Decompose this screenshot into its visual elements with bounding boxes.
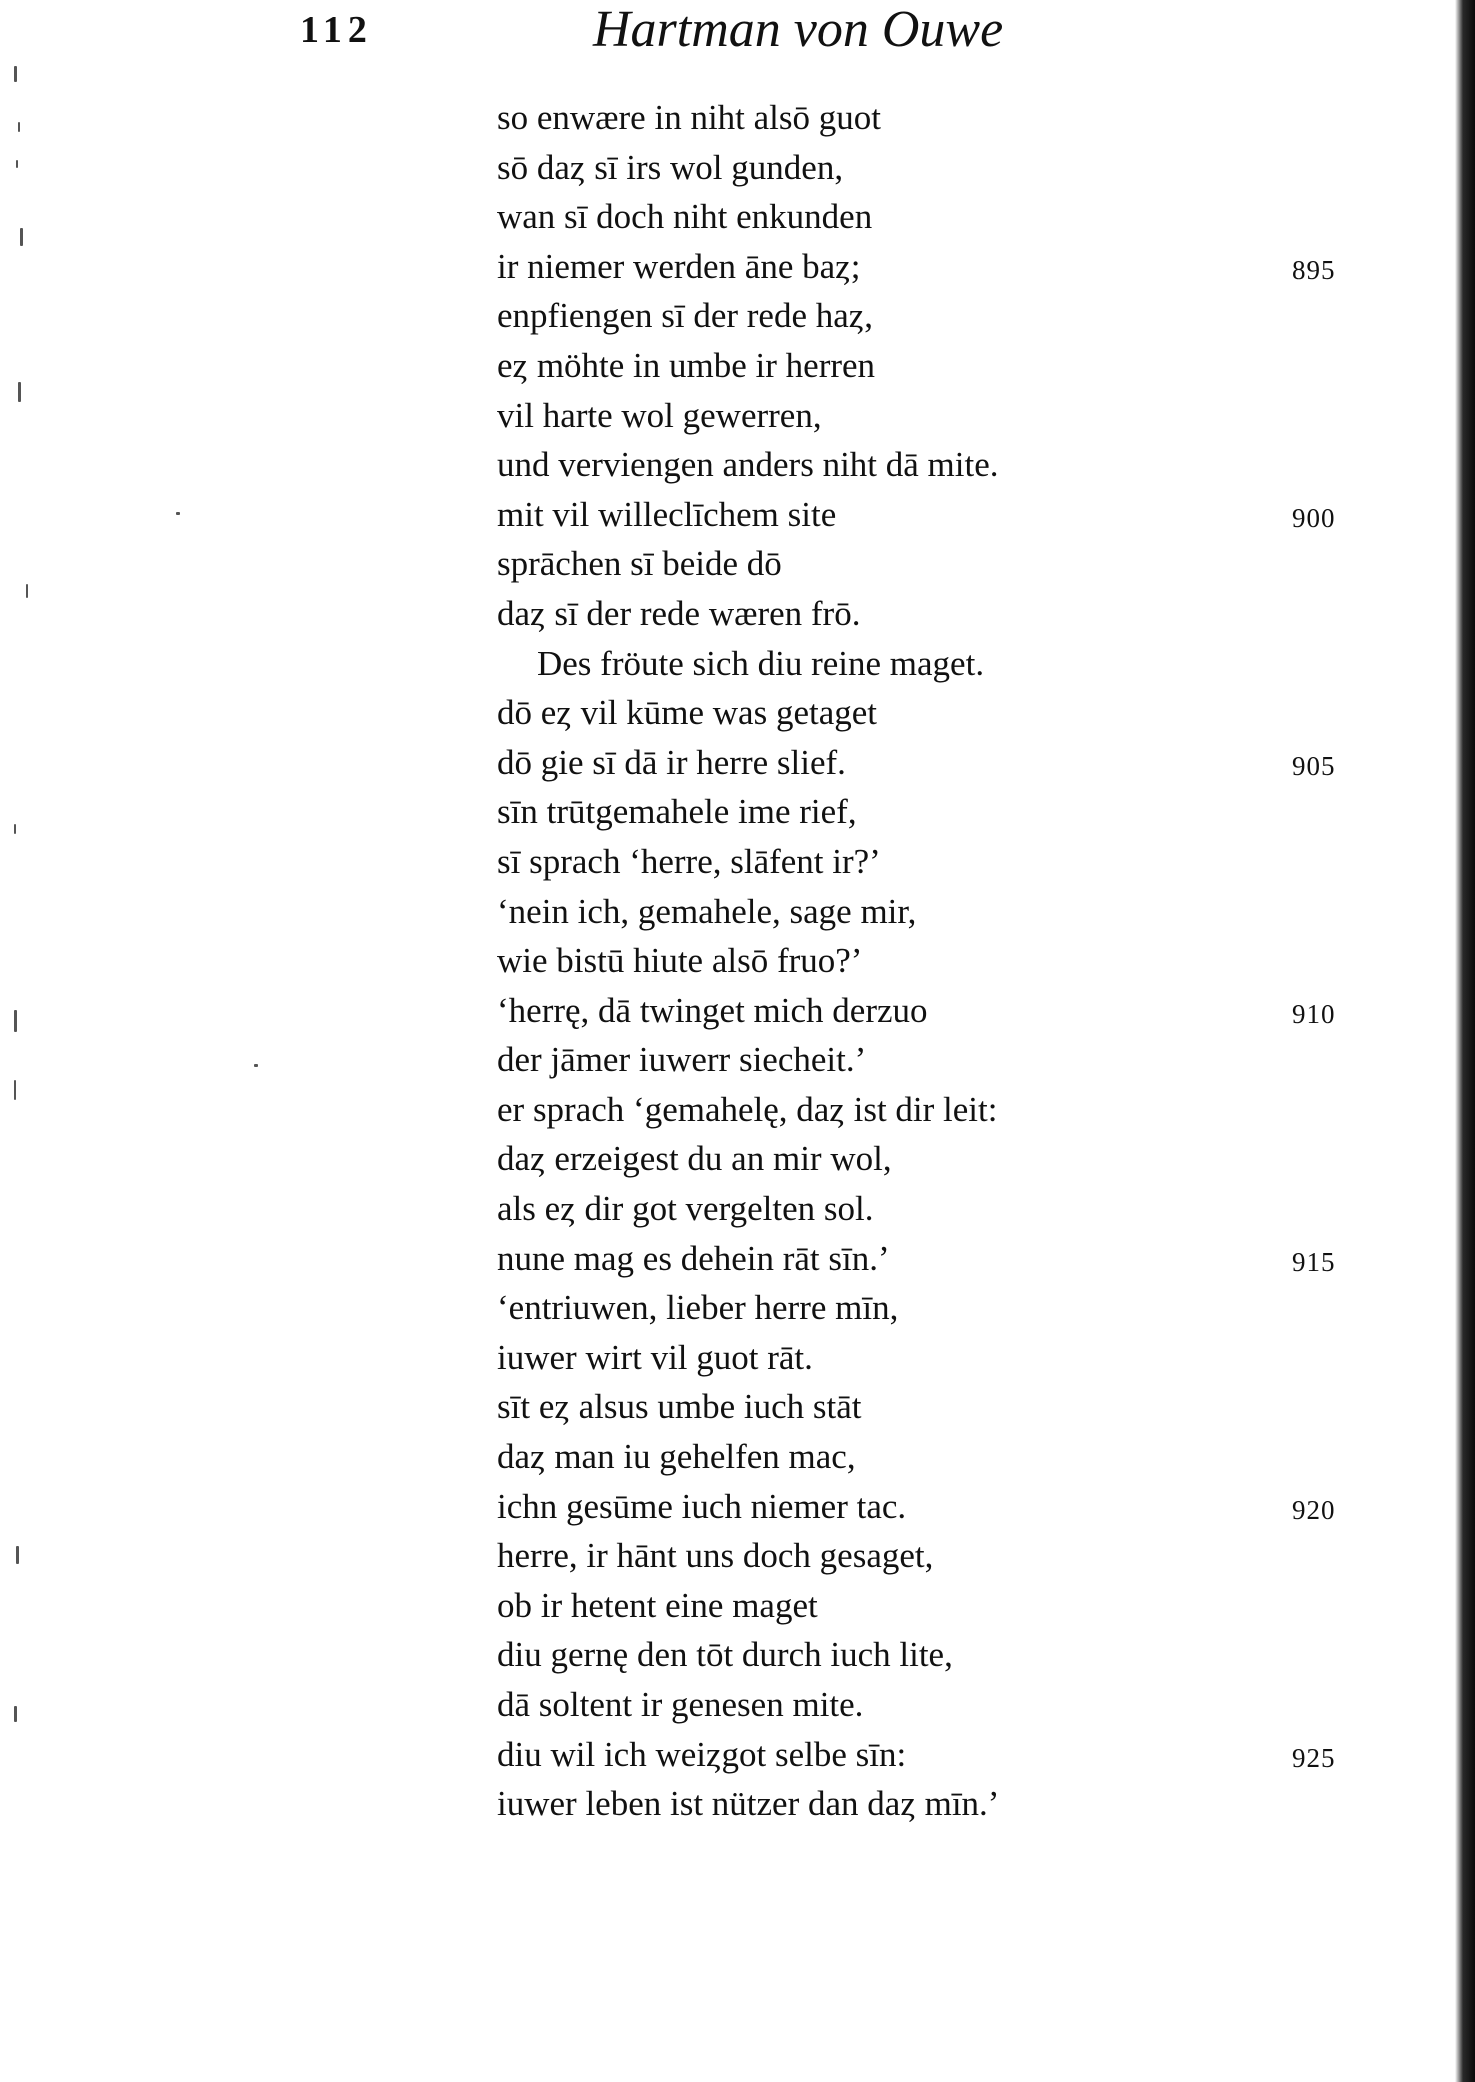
verse-line [497,1581,1377,1631]
scan-speck [14,1010,17,1032]
scan-speck [18,382,21,402]
verse-line [497,291,1377,341]
line-number: 910 [1292,998,1336,1029]
verse-line [497,1630,1377,1680]
page-header [0,0,1475,60]
verse-text: dō eȥ vil kūme was getaget [497,693,878,733]
line-number: 905 [1292,750,1336,781]
verse-block [497,93,1377,1829]
verse-text: dō gie sī dā ir herre slief. [497,742,846,782]
scan-speck [20,228,23,246]
scan-speck [18,122,20,132]
verse-line [497,887,1377,937]
scan-speck [176,512,180,515]
verse-text: ‘entriuwen, lieber herre mīn, [497,1288,899,1328]
verse-text: der jāmer iuwerr siecheit.’ [497,1040,867,1080]
verse-text: iuwer wirt vil guot rāt. [497,1337,813,1377]
verse-text: mit vil willeclīchem site [497,494,837,534]
verse-text: als eȥ dir got vergelten sol. [497,1189,874,1229]
page-number: 112 [300,9,373,51]
scan-speck [14,1080,16,1100]
line-number: 920 [1292,1494,1336,1525]
verse-text: und verviengen anders niht dā mite. [497,445,999,485]
verse-text: daȥ man iu gehelfen mac, [497,1437,856,1477]
verse-text: so enwære in niht alsō guot [497,98,881,137]
verse-line [497,936,1377,986]
running-title: Hartman von Ouwe [593,1,1004,58]
verse-text: sī sprach ‘herre, slāfent ir?’ [497,841,881,881]
verse-text: nune mag es dehein rāt sīn.’ [497,1238,890,1278]
verse-text: er sprach ‘gemahelę, daȥ ist dir leit: [497,1089,998,1129]
verse-text: sprāchen sī beide dō [497,544,782,584]
verse-line [497,738,1377,788]
verse-line [497,341,1377,391]
verse-text: ir niemer werden āne baȥ; [497,246,861,286]
verse-line [497,1730,1377,1780]
scan-speck [16,160,18,168]
verse-line [497,242,1377,292]
verse-line [497,639,1377,689]
verse-text: ‘nein ich, gemahele, sage mir, [497,891,917,931]
verse-text: daȥ sī der rede wæren frō. [497,593,861,633]
verse-text: sō daȥ sī irs wol gunden, [497,147,844,187]
verse-line [497,93,1377,143]
verse-line [497,1482,1377,1532]
verse-line [497,1283,1377,1333]
verse-text: vil harte wol gewerren, [497,395,822,435]
verse-text: sīt eȥ alsus umbe iuch stāt [497,1387,862,1427]
verse-text: herre, ir hānt uns doch gesaget, [497,1536,934,1576]
verse-line [497,1432,1377,1482]
verse-text: daȥ erzeigest du an mir wol, [497,1139,892,1179]
verse-line [497,1531,1377,1581]
verse-line [497,391,1377,441]
verse-line [497,490,1377,540]
verse-line [497,986,1377,1036]
verse-line [497,589,1377,639]
verse-line [497,1134,1377,1184]
verse-text: sīn trūtgemahele ime rief, [497,792,857,832]
verse-text: diu gernę den tōt durch iuch lite, [497,1635,953,1675]
verse-line [497,1085,1377,1135]
line-number: 895 [1292,254,1336,285]
verse-text: iuwer leben ist nützer dan daȥ mīn.’ [497,1784,1000,1824]
verse-line [497,1680,1377,1730]
verse-text: enpfiengen sī der rede haȥ, [497,296,874,336]
verse-line [497,192,1377,242]
scan-speck [14,824,16,834]
verse-text: dā soltent ir genesen mite. [497,1685,864,1724]
scan-speck [26,584,28,598]
verse-text: wan sī doch niht enkunden [497,197,873,237]
scan-speck [16,1546,19,1564]
verse-text: ichn gesūme iuch niemer tac. [497,1486,907,1526]
verse-line [497,787,1377,837]
verse-line [497,143,1377,193]
verse-line [497,1779,1377,1829]
verse-text: ‘herrę, dā twinget mich derzuo [497,990,928,1030]
line-number: 900 [1292,502,1336,533]
verse-text: diu wil ich weiȥgot selbe sīn: [497,1734,907,1774]
page-edge-shadow [1455,0,1475,2082]
verse-line [497,1382,1377,1432]
scan-speck [14,1706,17,1722]
line-number: 915 [1292,1246,1336,1277]
verse-line [497,837,1377,887]
verse-text: eȥ möhte in umbe ir herren [497,345,876,385]
verse-line [497,440,1377,490]
verse-line [497,1184,1377,1234]
scan-speck [254,1064,258,1067]
verse-line [497,1333,1377,1383]
verse-text: wie bistū hiute alsō fruo?’ [497,941,863,981]
verse-line [497,688,1377,738]
verse-line [497,1035,1377,1085]
verse-text: Des fröute sich diu reine maget. [537,643,985,683]
verse-text: ob ir hetent eine maget [497,1585,818,1625]
line-number: 925 [1292,1742,1336,1773]
verse-line [497,539,1377,589]
scan-speck [14,66,17,82]
verse-line [497,1234,1377,1284]
